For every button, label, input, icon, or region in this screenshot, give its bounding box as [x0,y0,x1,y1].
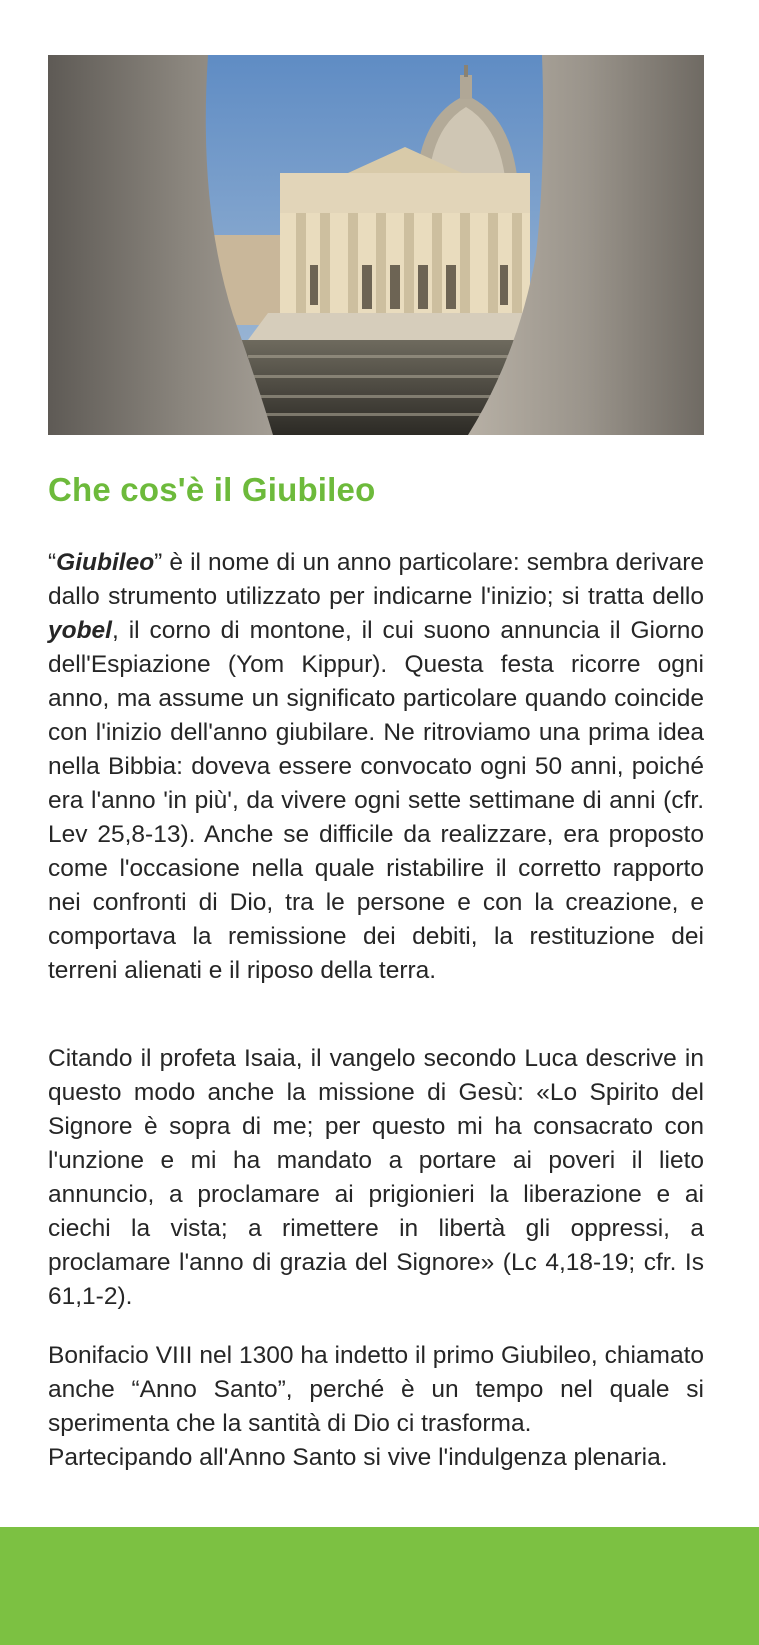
paragraph-bonifacio [48,1339,704,1475]
term-giubileo: Giubileo [56,549,155,576]
paragraph1-text-b: , il corno di montone, il cui suono annuncia il Giorno dell'Espiazione (Yom Kippur). Questa festa ricorre ogni anno, ma assume un significato particolare quando coincide con l'inizio dell'anno giubilare. Ne ritroviamo una prima idea nella Bibbia: doveva essere convocato ogni 50 anni, poiché era l'anno 'in più', da vivere ogni sette settimane di anni (cfr. Lev 25,8-13). Anche se difficile da realizzare, era proposto come l'occasione nella quale ristabilire il corretto rapporto nei confronti di Dio, tra le persone e con la creazione, e comportava la remissione dei debiti, la restituzione dei terreni alienati e il riposo della terra. [48,617,704,984]
quote-open: “ [48,549,57,576]
basilica-photo [48,55,704,435]
paragraph-giubileo-definition [48,546,704,988]
paragraph1-text-a: ” è il nome di un anno particolare: sembra derivare dallo strumento utilizzato per indicarne l'inizio; si tratta dello [48,549,704,610]
page-title: Che cos'è il Giubileo [48,471,376,508]
paragraph3-line1: Bonifacio VIII nel 1300 ha indetto il primo Giubileo, chiamato anche “Anno Santo”, perché è un tempo nel quale si sperimenta che la santità di Dio ci trasforma. [48,1342,704,1437]
term-yobel: yobel [48,617,112,644]
paragraph-luke-quote: Citando il profeta Isaia, il vangelo secondo Luca descrive in questo modo anche la missione di Gesù: «Lo Spirito del Signore è sopra di me; per questo mi ha consacrato con l'unzione e mi ha mandato a portare ai poveri il lieto annuncio, a proclamare ai prigionieri la liberazione e ai ciechi la vista; a rimettere in libertà gli oppressi, a proclamare l'anno di grazia del Signore» (Lc 4,18-19; cfr. Is 61,1-2). [48,1045,704,1310]
footer-green-band [0,1527,759,1645]
paragraph3-line2: Partecipando all'Anno Santo si vive l'indulgenza plenaria. [48,1444,668,1471]
